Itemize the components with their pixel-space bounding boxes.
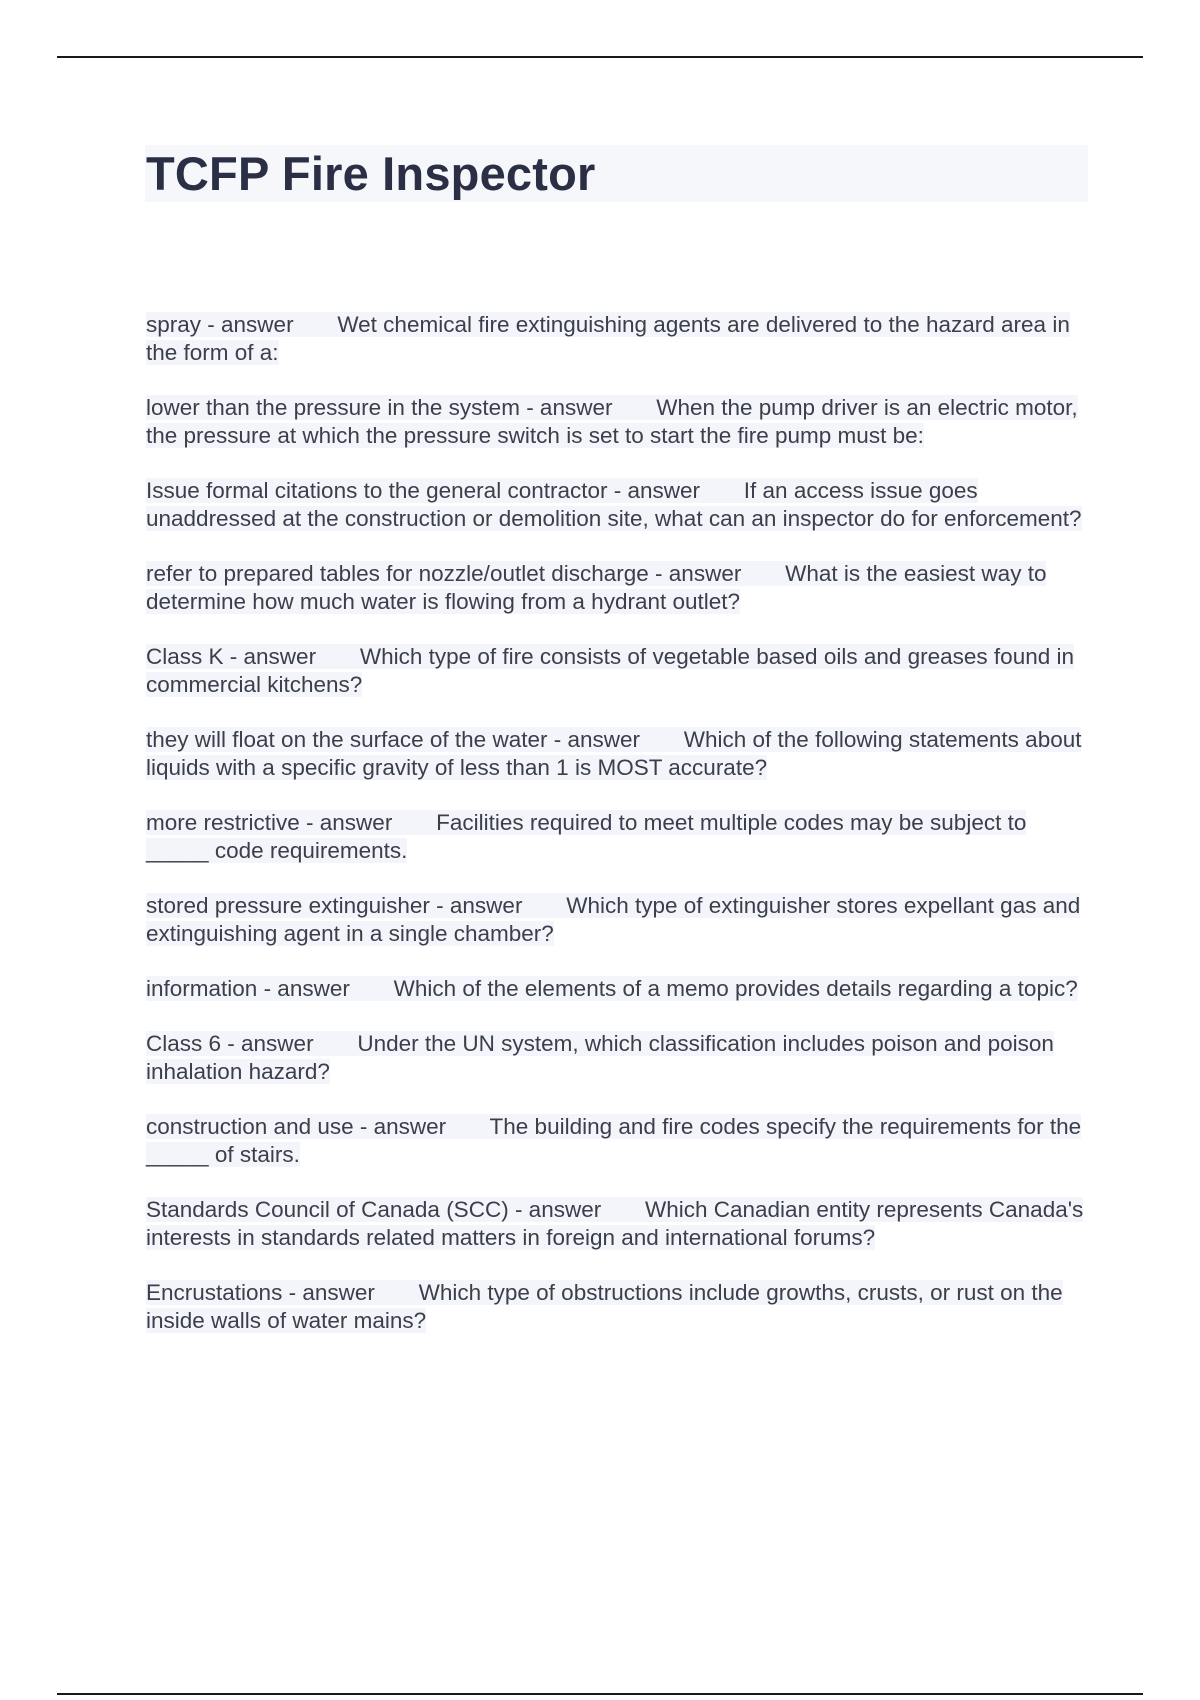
qa-answer: Class 6 bbox=[146, 1031, 222, 1056]
qa-question: If an access issue goes unaddressed at the construction or demolition site, what can an inspector do for enforcement? bbox=[146, 478, 1082, 531]
qa-item-text bbox=[146, 478, 1082, 531]
qa-answer-label: - answer bbox=[519, 395, 613, 420]
qa-answer: lower than the pressure in the system bbox=[146, 395, 520, 420]
qa-item bbox=[146, 1030, 1091, 1086]
qa-item bbox=[146, 643, 1091, 699]
qa-item-text bbox=[146, 1031, 1054, 1084]
qa-answer-label: - answer bbox=[648, 561, 742, 586]
qa-answer-label: - answer bbox=[547, 727, 640, 752]
qa-item-text bbox=[146, 644, 1074, 697]
qa-item bbox=[146, 1279, 1091, 1335]
qa-question: What is the easiest way to determine how much water is flowing from a hydrant outlet? bbox=[146, 561, 1047, 614]
qa-answer-label: - answer bbox=[353, 1114, 447, 1139]
qa-item-text bbox=[146, 976, 1078, 1001]
qa-answer-label: - answer bbox=[508, 1197, 602, 1222]
qa-item-text bbox=[146, 561, 1046, 614]
qa-item-text bbox=[146, 1280, 1063, 1333]
qa-question: When the pump driver is an electric motor, the pressure at which the pressure switch is set to start the fire pump must be: bbox=[146, 395, 1078, 448]
qa-answer-label: - answer bbox=[429, 893, 523, 918]
qa-item-text bbox=[146, 810, 1026, 863]
qa-item-text bbox=[146, 395, 1078, 448]
qa-answer-label: - answer bbox=[299, 810, 393, 835]
qa-answer-label: - answer bbox=[607, 478, 701, 503]
qa-answer: information bbox=[146, 976, 258, 1001]
qa-question: Under the UN system, which classification includes poison and poison inhalation hazard? bbox=[146, 1031, 1054, 1084]
qa-item bbox=[146, 726, 1091, 782]
qa-answer: construction and use bbox=[146, 1114, 354, 1139]
qa-answer-label: - answer bbox=[223, 644, 317, 669]
top-rule bbox=[57, 56, 1143, 58]
qa-answer: Standards Council of Canada (SCC) bbox=[146, 1197, 509, 1222]
qa-answer: Class K bbox=[146, 644, 224, 669]
qa-item bbox=[146, 892, 1091, 948]
bottom-rule bbox=[57, 1693, 1143, 1695]
qa-item-text bbox=[146, 727, 1081, 780]
qa-answer: Encrustations bbox=[146, 1280, 283, 1305]
qa-question: Which type of fire consists of vegetable based oils and greases found in commercial kitchens? bbox=[146, 644, 1074, 697]
qa-answer: stored pressure extinguisher bbox=[146, 893, 430, 918]
qa-question: Which of the following statements about liquids with a specific gravity of less than 1 is MOST accurate? bbox=[146, 727, 1082, 780]
qa-question: Wet chemical fire extinguishing agents are delivered to the hazard area in the form of a: bbox=[146, 312, 1070, 365]
qa-answer-label: - answer bbox=[282, 1280, 375, 1305]
qa-item bbox=[146, 311, 1091, 367]
qa-question: The building and fire codes specify the requirements for the _____ of stairs. bbox=[146, 1114, 1082, 1167]
qa-item bbox=[146, 394, 1091, 450]
qa-item bbox=[146, 560, 1091, 616]
qa-question: Which of the elements of a memo provides details regarding a topic? bbox=[393, 976, 1078, 1001]
qa-item-text bbox=[146, 1197, 1083, 1250]
qa-answer-label: - answer bbox=[201, 312, 294, 337]
qa-question: Which type of extinguisher stores expellant gas and extinguishing agent in a single chamber? bbox=[146, 893, 1081, 946]
qa-answer: refer to prepared tables for nozzle/outlet discharge bbox=[146, 561, 649, 586]
qa-question: Facilities required to meet multiple codes may be subject to _____ code requirements. bbox=[146, 810, 1027, 863]
qa-answer: they will float on the surface of the water bbox=[146, 727, 548, 752]
qa-answer: spray bbox=[146, 312, 202, 337]
qa-item-text bbox=[146, 893, 1080, 946]
qa-question: Which Canadian entity represents Canada's interests in standards related matters in foreign and international forums? bbox=[146, 1197, 1084, 1250]
qa-item bbox=[146, 809, 1091, 865]
qa-item bbox=[146, 975, 1091, 1003]
qa-answer-label: - answer bbox=[257, 976, 350, 1001]
page-title: TCFP Fire Inspector bbox=[146, 147, 596, 200]
qa-item bbox=[146, 477, 1091, 533]
qa-item bbox=[146, 1196, 1091, 1252]
qa-item-text bbox=[146, 312, 1070, 365]
qa-item-text bbox=[146, 1114, 1081, 1167]
qa-question: Which type of obstructions include growths, crusts, or rust on the inside walls of water mains? bbox=[146, 1280, 1063, 1333]
qa-item bbox=[146, 1113, 1091, 1169]
qa-answer: more restrictive bbox=[146, 810, 300, 835]
qa-answer: Issue formal citations to the general contractor bbox=[146, 478, 608, 503]
qa-answer-label: - answer bbox=[221, 1031, 314, 1056]
qa-list bbox=[146, 311, 1091, 1362]
